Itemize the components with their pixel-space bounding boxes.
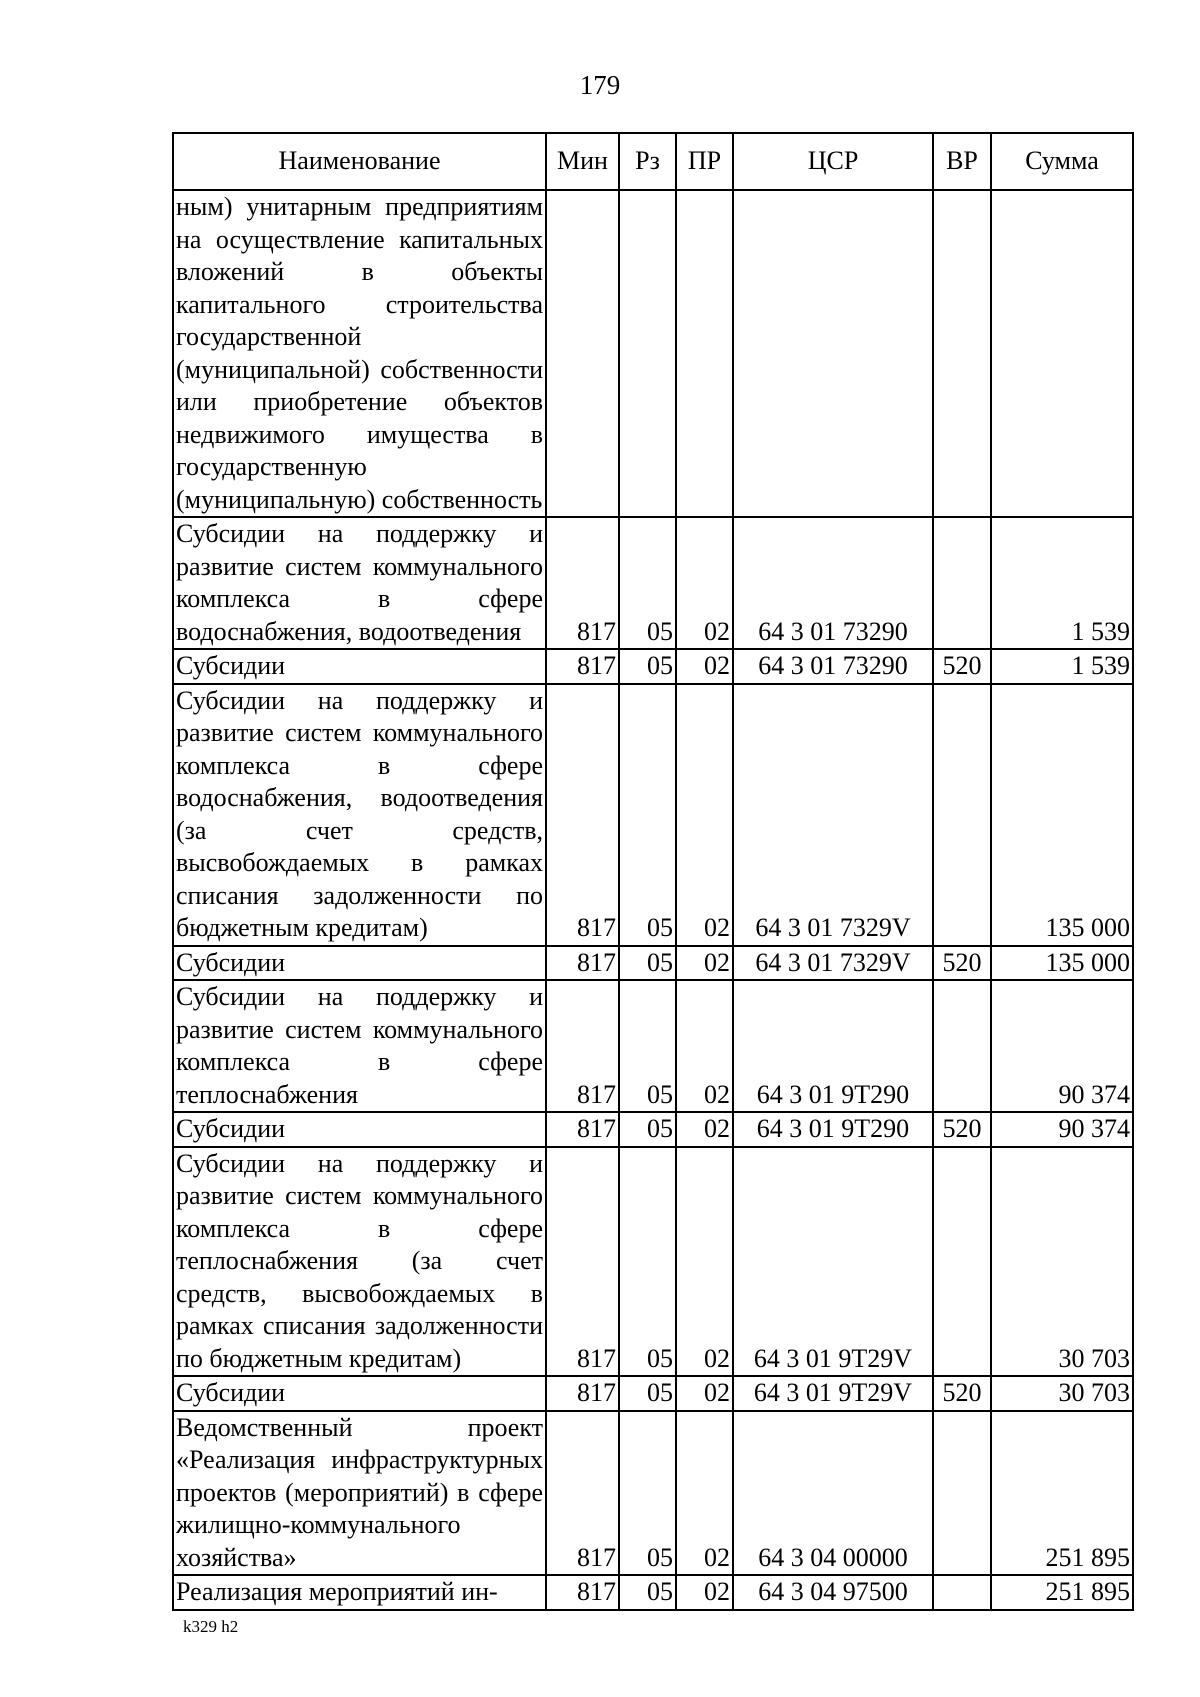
cell-min: 817 bbox=[546, 980, 619, 1112]
cell-pr: 02 bbox=[676, 1411, 733, 1576]
cell-min: 817 bbox=[546, 517, 619, 649]
cell-vr: 520 bbox=[933, 649, 991, 684]
table-row bbox=[173, 1147, 1133, 1377]
footer-code: k329 h2 bbox=[183, 1617, 239, 1636]
cell-sum: 135 000 bbox=[991, 684, 1133, 946]
cell-vr bbox=[933, 980, 991, 1112]
cell-csr: 64 3 04 00000 bbox=[733, 1411, 933, 1576]
cell-csr: 64 3 01 7329V bbox=[733, 684, 933, 946]
cell-csr: 64 3 01 9T29V bbox=[733, 1147, 933, 1377]
header-pr: ПР bbox=[676, 133, 733, 190]
cell-rz bbox=[619, 190, 676, 517]
cell-name: Ведомственный проект «Реализация инфраструктурных проектов (мероприятий) в сфере жилищно-коммунального хозяйства» bbox=[173, 1411, 546, 1576]
cell-min: 817 bbox=[546, 1147, 619, 1377]
cell-csr: 64 3 01 9T29V bbox=[733, 1376, 933, 1411]
cell-csr bbox=[733, 190, 933, 517]
cell-pr: 02 bbox=[676, 517, 733, 649]
cell-rz: 05 bbox=[619, 1575, 676, 1610]
cell-name: Реализация мероприятий ин- bbox=[173, 1575, 546, 1610]
cell-sum: 135 000 bbox=[991, 946, 1133, 981]
cell-min: 817 bbox=[546, 1411, 619, 1576]
table-row bbox=[173, 1411, 1133, 1576]
table-row bbox=[173, 1376, 1133, 1411]
table-row bbox=[173, 190, 1133, 517]
cell-csr: 64 3 01 73290 bbox=[733, 517, 933, 649]
cell-pr: 02 bbox=[676, 649, 733, 684]
header-rz: Рз bbox=[619, 133, 676, 190]
cell-rz: 05 bbox=[619, 1147, 676, 1377]
header-vr: ВР bbox=[933, 133, 991, 190]
cell-min: 817 bbox=[546, 946, 619, 981]
cell-csr: 64 3 01 9T290 bbox=[733, 980, 933, 1112]
cell-pr: 02 bbox=[676, 1575, 733, 1610]
cell-vr bbox=[933, 1147, 991, 1377]
cell-sum: 90 374 bbox=[991, 1112, 1133, 1147]
cell-pr: 02 bbox=[676, 946, 733, 981]
budget-table bbox=[172, 132, 1134, 1611]
table-row bbox=[173, 946, 1133, 981]
cell-vr bbox=[933, 1575, 991, 1610]
cell-min bbox=[546, 190, 619, 517]
cell-csr: 64 3 01 73290 bbox=[733, 649, 933, 684]
cell-pr: 02 bbox=[676, 1112, 733, 1147]
cell-sum bbox=[991, 190, 1133, 517]
table-row bbox=[173, 684, 1133, 946]
cell-pr: 02 bbox=[676, 1376, 733, 1411]
cell-name: Субсидии bbox=[173, 1376, 546, 1411]
cell-name: Субсидии bbox=[173, 946, 546, 981]
cell-rz: 05 bbox=[619, 1411, 676, 1576]
cell-min: 817 bbox=[546, 1112, 619, 1147]
cell-min: 817 bbox=[546, 649, 619, 684]
cell-csr: 64 3 01 7329V bbox=[733, 946, 933, 981]
cell-vr: 520 bbox=[933, 1376, 991, 1411]
cell-sum: 30 703 bbox=[991, 1376, 1133, 1411]
cell-name: Субсидии на поддержку и развитие систем коммунального комплекса в сфере теплоснабжения bbox=[173, 980, 546, 1112]
cell-name: Субсидии bbox=[173, 1112, 546, 1147]
cell-vr bbox=[933, 1411, 991, 1576]
cell-sum: 90 374 bbox=[991, 980, 1133, 1112]
cell-sum: 1 539 bbox=[991, 517, 1133, 649]
cell-pr: 02 bbox=[676, 1147, 733, 1377]
cell-rz: 05 bbox=[619, 684, 676, 946]
cell-rz: 05 bbox=[619, 946, 676, 981]
page-number: 179 bbox=[579, 70, 621, 100]
cell-name: Субсидии на поддержку и развитие систем коммунального комплекса в сфере водоснабжения, водоотведения bbox=[173, 517, 546, 649]
cell-vr: 520 bbox=[933, 1112, 991, 1147]
table-row bbox=[173, 1575, 1133, 1610]
cell-rz: 05 bbox=[619, 1112, 676, 1147]
cell-rz: 05 bbox=[619, 649, 676, 684]
cell-name: Субсидии bbox=[173, 649, 546, 684]
cell-vr: 520 bbox=[933, 946, 991, 981]
cell-name: ным) унитарным предприятиям на осуществление капитальных вложений в объекты капитального строительства государственной (муниципальной) собственности или приобретение объектов недвижимого имущества в государственную (муниципальную) собственность bbox=[173, 190, 546, 517]
cell-sum: 251 895 bbox=[991, 1575, 1133, 1610]
cell-rz: 05 bbox=[619, 517, 676, 649]
header-sum: Сумма bbox=[991, 133, 1133, 190]
cell-vr bbox=[933, 190, 991, 517]
cell-vr bbox=[933, 684, 991, 946]
table-row bbox=[173, 517, 1133, 649]
cell-pr: 02 bbox=[676, 980, 733, 1112]
cell-sum: 30 703 bbox=[991, 1147, 1133, 1377]
cell-min: 817 bbox=[546, 684, 619, 946]
cell-name: Субсидии на поддержку и развитие систем коммунального комплекса в сфере теплоснабжения (за счет средств, высвобождаемых в рамках списания задолженности по бюджетным кредитам) bbox=[173, 1147, 546, 1377]
cell-name: Субсидии на поддержку и развитие систем коммунального комплекса в сфере водоснабжения, водоотведения (за счет средств, высвобождаемых в рамках списания задолженности по бюджетным кредитам) bbox=[173, 684, 546, 946]
cell-pr: 02 bbox=[676, 684, 733, 946]
table-body bbox=[173, 190, 1133, 1610]
header-row bbox=[173, 133, 1133, 190]
header-name: Наименование bbox=[173, 133, 546, 190]
cell-rz: 05 bbox=[619, 1376, 676, 1411]
cell-rz: 05 bbox=[619, 980, 676, 1112]
cell-vr bbox=[933, 517, 991, 649]
cell-min: 817 bbox=[546, 1575, 619, 1610]
table-row bbox=[173, 980, 1133, 1112]
header-min: Мин bbox=[546, 133, 619, 190]
cell-csr: 64 3 04 97500 bbox=[733, 1575, 933, 1610]
cell-sum: 251 895 bbox=[991, 1411, 1133, 1576]
header-csr: ЦСР bbox=[733, 133, 933, 190]
cell-pr bbox=[676, 190, 733, 517]
table-row bbox=[173, 1112, 1133, 1147]
cell-min: 817 bbox=[546, 1376, 619, 1411]
cell-sum: 1 539 bbox=[991, 649, 1133, 684]
table-row bbox=[173, 649, 1133, 684]
table-header bbox=[173, 133, 1133, 190]
cell-csr: 64 3 01 9T290 bbox=[733, 1112, 933, 1147]
